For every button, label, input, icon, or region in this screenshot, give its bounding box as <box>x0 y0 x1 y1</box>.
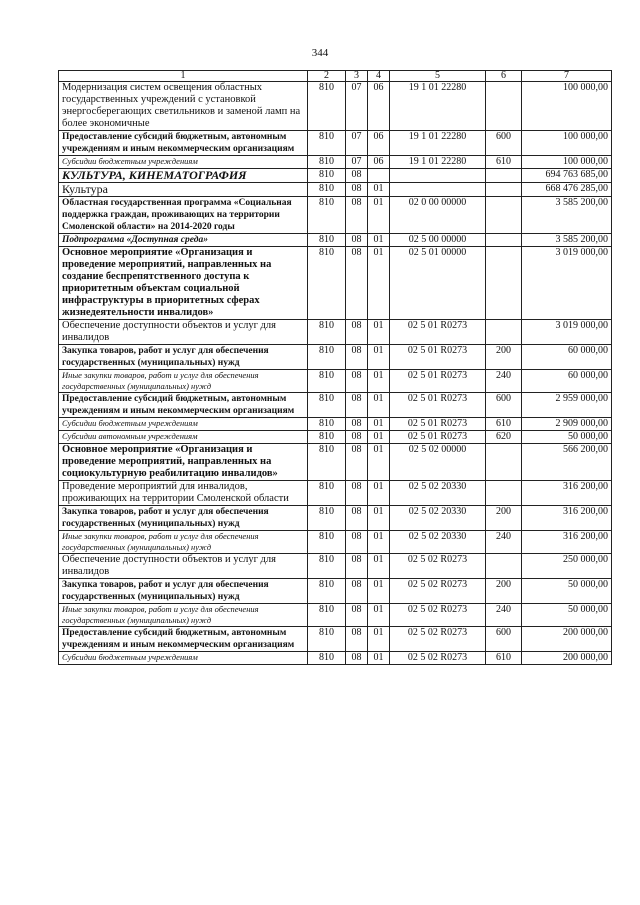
row-subsection-code: 06 <box>368 156 390 169</box>
row-amount: 250 000,00 <box>522 554 612 579</box>
row-section-code: 08 <box>346 627 368 652</box>
row-subsection-code: 01 <box>368 531 390 554</box>
row-name: Культура <box>59 183 308 197</box>
table-row <box>59 247 612 320</box>
row-section-code: 08 <box>346 247 368 320</box>
row-name: Обеспечение доступности объектов и услуг для инвалидов <box>59 554 308 579</box>
row-section-code: 08 <box>346 481 368 506</box>
table-row <box>59 554 612 579</box>
table-row <box>59 183 612 197</box>
row-target-article: 02 5 01 R0273 <box>390 431 486 444</box>
row-target-article: 02 5 02 R0273 <box>390 604 486 627</box>
row-target-article: 02 5 02 20330 <box>390 531 486 554</box>
row-expense-type <box>486 234 522 247</box>
row-expense-type: 240 <box>486 531 522 554</box>
row-admin-code: 810 <box>308 531 346 554</box>
row-subsection-code: 01 <box>368 604 390 627</box>
row-expense-type: 200 <box>486 579 522 604</box>
row-target-article: 02 5 02 R0273 <box>390 652 486 665</box>
row-section-code: 07 <box>346 131 368 156</box>
row-subsection-code: 01 <box>368 370 390 393</box>
row-name: Модернизация систем освещения областных государственных учреждений с установкой энергосберегающих светильников и заменой ламп на более экономичные <box>59 82 308 131</box>
row-subsection-code: 01 <box>368 554 390 579</box>
row-amount: 694 763 685,00 <box>522 169 612 183</box>
row-target-article <box>390 169 486 183</box>
row-expense-type: 600 <box>486 393 522 418</box>
row-subsection-code: 01 <box>368 431 390 444</box>
row-section-code: 08 <box>346 197 368 234</box>
row-name: КУЛЬТУРА, КИНЕМАТОГРАФИЯ <box>59 169 308 183</box>
row-name: Закупка товаров, работ и услуг для обеспечения государственных (муниципальных) нужд <box>59 345 308 370</box>
row-amount: 3 019 000,00 <box>522 247 612 320</box>
table-row <box>59 627 612 652</box>
row-admin-code: 810 <box>308 370 346 393</box>
row-amount: 50 000,00 <box>522 604 612 627</box>
row-subsection-code: 01 <box>368 579 390 604</box>
row-expense-type <box>486 444 522 481</box>
row-admin-code: 810 <box>308 320 346 345</box>
table-row <box>59 345 612 370</box>
row-admin-code: 810 <box>308 627 346 652</box>
row-amount: 316 200,00 <box>522 481 612 506</box>
table-row <box>59 169 612 183</box>
table-row <box>59 444 612 481</box>
table-row <box>59 481 612 506</box>
row-amount: 60 000,00 <box>522 370 612 393</box>
row-amount: 3 585 200,00 <box>522 234 612 247</box>
row-section-code: 07 <box>346 156 368 169</box>
row-section-code: 08 <box>346 169 368 183</box>
row-subsection-code: 01 <box>368 345 390 370</box>
row-expense-type: 240 <box>486 604 522 627</box>
row-subsection-code: 01 <box>368 197 390 234</box>
row-amount: 100 000,00 <box>522 156 612 169</box>
row-target-article: 02 5 01 R0273 <box>390 370 486 393</box>
row-amount: 100 000,00 <box>522 82 612 131</box>
row-section-code: 08 <box>346 370 368 393</box>
row-subsection-code: 01 <box>368 418 390 431</box>
row-amount: 316 200,00 <box>522 531 612 554</box>
row-name: Иные закупки товаров, работ и услуг для обеспечения государственных (муниципальных) нужд <box>59 370 308 393</box>
row-subsection-code: 06 <box>368 131 390 156</box>
row-target-article: 02 5 00 00000 <box>390 234 486 247</box>
row-admin-code: 810 <box>308 579 346 604</box>
table-body <box>59 82 612 665</box>
table-row <box>59 320 612 345</box>
row-admin-code: 810 <box>308 345 346 370</box>
row-subsection-code: 01 <box>368 627 390 652</box>
row-name: Проведение мероприятий для инвалидов, проживающих на территории Смоленской области <box>59 481 308 506</box>
row-name: Обеспечение доступности объектов и услуг для инвалидов <box>59 320 308 345</box>
row-subsection-code: 01 <box>368 481 390 506</box>
table-row <box>59 579 612 604</box>
column-header-5: 5 <box>390 71 486 82</box>
row-subsection-code: 06 <box>368 82 390 131</box>
row-amount: 566 200,00 <box>522 444 612 481</box>
row-target-article: 19 1 01 22280 <box>390 156 486 169</box>
row-section-code: 08 <box>346 444 368 481</box>
row-section-code: 08 <box>346 554 368 579</box>
row-name: Субсидии бюджетным учреждениям <box>59 156 308 169</box>
row-amount: 2 909 000,00 <box>522 418 612 431</box>
row-section-code: 08 <box>346 320 368 345</box>
row-name: Предоставление субсидий бюджетным, автономным учреждениям и иным некоммерческим организациям <box>59 627 308 652</box>
row-subsection-code: 01 <box>368 393 390 418</box>
budget-table <box>58 70 612 665</box>
row-section-code: 08 <box>346 234 368 247</box>
row-section-code: 08 <box>346 531 368 554</box>
row-name: Субсидии автономным учреждениям <box>59 431 308 444</box>
table-row <box>59 370 612 393</box>
row-admin-code: 810 <box>308 604 346 627</box>
row-expense-type <box>486 554 522 579</box>
table-row <box>59 131 612 156</box>
row-admin-code: 810 <box>308 156 346 169</box>
row-admin-code: 810 <box>308 431 346 444</box>
row-admin-code: 810 <box>308 197 346 234</box>
row-amount: 316 200,00 <box>522 506 612 531</box>
row-amount: 100 000,00 <box>522 131 612 156</box>
table-row <box>59 393 612 418</box>
row-amount: 3 585 200,00 <box>522 197 612 234</box>
row-section-code: 07 <box>346 82 368 131</box>
row-amount: 2 959 000,00 <box>522 393 612 418</box>
row-admin-code: 810 <box>308 418 346 431</box>
row-target-article: 02 5 01 00000 <box>390 247 486 320</box>
column-header-6: 6 <box>486 71 522 82</box>
row-expense-type: 600 <box>486 131 522 156</box>
row-admin-code: 810 <box>308 183 346 197</box>
table-row <box>59 431 612 444</box>
column-header-1: 1 <box>59 71 308 82</box>
row-expense-type <box>486 169 522 183</box>
row-target-article: 02 5 02 20330 <box>390 506 486 531</box>
row-target-article: 02 5 02 R0273 <box>390 627 486 652</box>
row-admin-code: 810 <box>308 169 346 183</box>
row-target-article <box>390 183 486 197</box>
row-admin-code: 810 <box>308 554 346 579</box>
row-admin-code: 810 <box>308 82 346 131</box>
row-name: Закупка товаров, работ и услуг для обеспечения государственных (муниципальных) нужд <box>59 579 308 604</box>
row-target-article: 02 5 02 R0273 <box>390 579 486 604</box>
column-header-4: 4 <box>368 71 390 82</box>
row-name: Предоставление субсидий бюджетным, автономным учреждениям и иным некоммерческим организациям <box>59 393 308 418</box>
row-target-article: 02 5 01 R0273 <box>390 345 486 370</box>
row-target-article: 02 5 01 R0273 <box>390 393 486 418</box>
row-admin-code: 810 <box>308 481 346 506</box>
table-row <box>59 531 612 554</box>
row-name: Субсидии бюджетным учреждениям <box>59 418 308 431</box>
row-amount: 3 019 000,00 <box>522 320 612 345</box>
row-expense-type: 610 <box>486 418 522 431</box>
table-row <box>59 234 612 247</box>
row-expense-type <box>486 82 522 131</box>
header-row <box>59 71 612 82</box>
row-name: Иные закупки товаров, работ и услуг для обеспечения государственных (муниципальных) нужд <box>59 531 308 554</box>
row-target-article: 02 5 02 20330 <box>390 481 486 506</box>
row-subsection-code <box>368 169 390 183</box>
row-amount: 60 000,00 <box>522 345 612 370</box>
row-expense-type <box>486 247 522 320</box>
row-name: Областная государственная программа «Социальная поддержка граждан, проживающих на территории Смоленской области» на 2014-2020 годы <box>59 197 308 234</box>
table-row <box>59 197 612 234</box>
row-name: Иные закупки товаров, работ и услуг для обеспечения государственных (муниципальных) нужд <box>59 604 308 627</box>
row-expense-type: 600 <box>486 627 522 652</box>
row-admin-code: 810 <box>308 444 346 481</box>
row-admin-code: 810 <box>308 247 346 320</box>
column-header-2: 2 <box>308 71 346 82</box>
column-header-3: 3 <box>346 71 368 82</box>
row-target-article: 02 5 01 R0273 <box>390 418 486 431</box>
table-header <box>59 71 612 82</box>
row-section-code: 08 <box>346 506 368 531</box>
row-section-code: 08 <box>346 345 368 370</box>
row-section-code: 08 <box>346 431 368 444</box>
row-target-article: 02 5 02 00000 <box>390 444 486 481</box>
row-admin-code: 810 <box>308 652 346 665</box>
page-number: 344 <box>311 47 329 59</box>
row-subsection-code: 01 <box>368 247 390 320</box>
row-admin-code: 810 <box>308 506 346 531</box>
row-section-code: 08 <box>346 604 368 627</box>
row-target-article: 19 1 01 22280 <box>390 82 486 131</box>
row-target-article: 02 0 00 00000 <box>390 197 486 234</box>
row-subsection-code: 01 <box>368 444 390 481</box>
row-expense-type: 240 <box>486 370 522 393</box>
row-name: Закупка товаров, работ и услуг для обеспечения государственных (муниципальных) нужд <box>59 506 308 531</box>
row-amount: 200 000,00 <box>522 627 612 652</box>
row-admin-code: 810 <box>308 393 346 418</box>
row-name: Основное мероприятие «Организация и проведение мероприятий, направленных на социокультурную реабилитацию инвалидов» <box>59 444 308 481</box>
row-expense-type: 610 <box>486 652 522 665</box>
row-section-code: 08 <box>346 393 368 418</box>
table-row <box>59 418 612 431</box>
row-amount: 50 000,00 <box>522 579 612 604</box>
row-name: Основное мероприятие «Организация и проведение мероприятий, направленных на создание беспрепятственного доступа к приоритетным объектам социальной инфраструктуры в приоритетных сферах жизнедеятельности инвалидов» <box>59 247 308 320</box>
row-section-code: 08 <box>346 183 368 197</box>
row-section-code: 08 <box>346 418 368 431</box>
table-row <box>59 82 612 131</box>
row-expense-type <box>486 183 522 197</box>
row-expense-type <box>486 481 522 506</box>
row-expense-type: 620 <box>486 431 522 444</box>
row-expense-type: 200 <box>486 345 522 370</box>
row-amount: 50 000,00 <box>522 431 612 444</box>
row-admin-code: 810 <box>308 131 346 156</box>
row-admin-code: 810 <box>308 234 346 247</box>
row-name: Предоставление субсидий бюджетным, автономным учреждениям и иным некоммерческим организациям <box>59 131 308 156</box>
row-subsection-code: 01 <box>368 652 390 665</box>
table-row <box>59 604 612 627</box>
row-expense-type: 610 <box>486 156 522 169</box>
row-expense-type <box>486 320 522 345</box>
row-expense-type: 200 <box>486 506 522 531</box>
row-target-article: 02 5 01 R0273 <box>390 320 486 345</box>
row-subsection-code: 01 <box>368 506 390 531</box>
row-target-article: 02 5 02 R0273 <box>390 554 486 579</box>
row-target-article: 19 1 01 22280 <box>390 131 486 156</box>
table-row <box>59 652 612 665</box>
table-row <box>59 506 612 531</box>
row-amount: 200 000,00 <box>522 652 612 665</box>
row-subsection-code: 01 <box>368 183 390 197</box>
row-expense-type <box>486 197 522 234</box>
row-section-code: 08 <box>346 652 368 665</box>
column-header-7: 7 <box>522 71 612 82</box>
row-subsection-code: 01 <box>368 320 390 345</box>
row-subsection-code: 01 <box>368 234 390 247</box>
row-name: Субсидии бюджетным учреждениям <box>59 652 308 665</box>
row-amount: 668 476 285,00 <box>522 183 612 197</box>
table-row <box>59 156 612 169</box>
row-section-code: 08 <box>346 579 368 604</box>
row-name: Подпрограмма «Доступная среда» <box>59 234 308 247</box>
